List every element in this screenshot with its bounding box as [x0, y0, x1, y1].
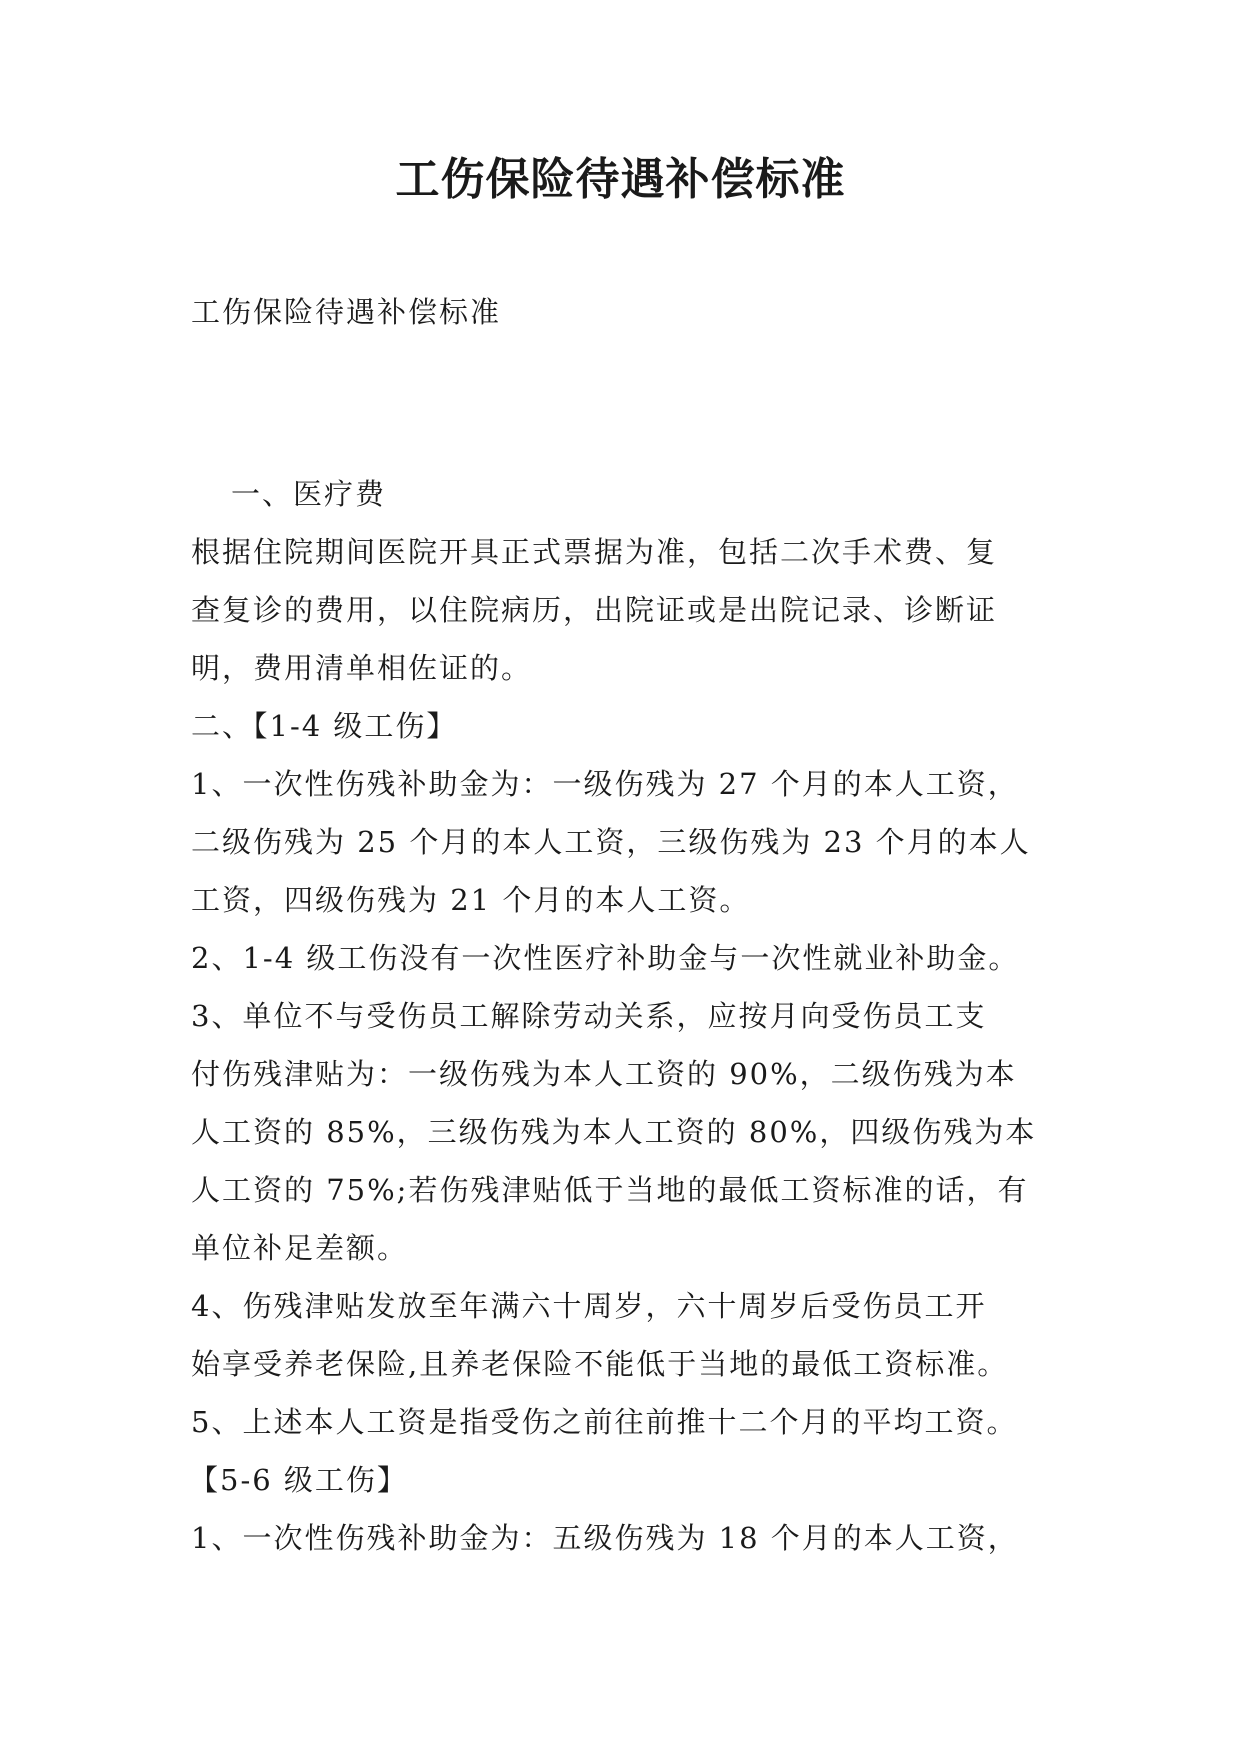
- paragraph-line: 人工资的 85%，三级伤残为本人工资的 80%，四级伤残为本: [191, 1115, 1037, 1149]
- paragraph-line: 查复诊的费用，以住院病历，出院证或是出院记录、诊断证: [191, 593, 998, 627]
- document-title: 工伤保险待遇补偿标准: [395, 154, 846, 205]
- paragraph-line: 5、上述本人工资是指受伤之前往前推十二个月的平均工资。: [191, 1405, 1018, 1439]
- paragraph-line: 始享受养老保险,且养老保险不能低于当地的最低工资标准。: [191, 1347, 1009, 1381]
- paragraph-line: 付伤残津贴为：一级伤残为本人工资的 90%，二级伤残为本: [191, 1057, 1017, 1091]
- paragraph-line: 1、一次性伤残补助金为：五级伤残为 18 个月的本人工资，: [191, 1521, 1019, 1555]
- section-heading-medical: 一、医疗费: [231, 477, 387, 511]
- section-heading-grade-1-4: 二、【1-4 级工伤】: [191, 709, 458, 743]
- paragraph-line: 工资，四级伤残为 21 个月的本人工资。: [191, 883, 751, 917]
- document-body: [191, 465, 1081, 1567]
- document-subtitle: 工伤保险待遇补偿标准: [191, 295, 502, 329]
- paragraph-line: 1、一次性伤残补助金为：一级伤残为 27 个月的本人工资，: [191, 767, 1019, 801]
- paragraph-line: 2、1-4 级工伤没有一次性医疗补助金与一次性就业补助金。: [191, 941, 1020, 975]
- paragraph-line: 二级伤残为 25 个月的本人工资，三级伤残为 23 个月的本人: [191, 825, 1031, 859]
- paragraph-line: 根据住院期间医院开具正式票据为准，包括二次手术费、复: [191, 535, 998, 569]
- paragraph-line: 3、单位不与受伤员工解除劳动关系，应按月向受伤员工支: [191, 999, 987, 1033]
- paragraph-line: 明，费用清单相佐证的。: [191, 651, 533, 685]
- paragraph-line: 人工资的 75%;若伤残津贴低于当地的最低工资标准的话，有: [191, 1173, 1029, 1207]
- paragraph-line: 单位补足差额。: [191, 1231, 409, 1265]
- paragraph-line: 4、伤残津贴发放至年满六十周岁，六十周岁后受伤员工开: [191, 1289, 987, 1323]
- section-heading-grade-5-6: 【5-6 级工伤】: [189, 1463, 408, 1497]
